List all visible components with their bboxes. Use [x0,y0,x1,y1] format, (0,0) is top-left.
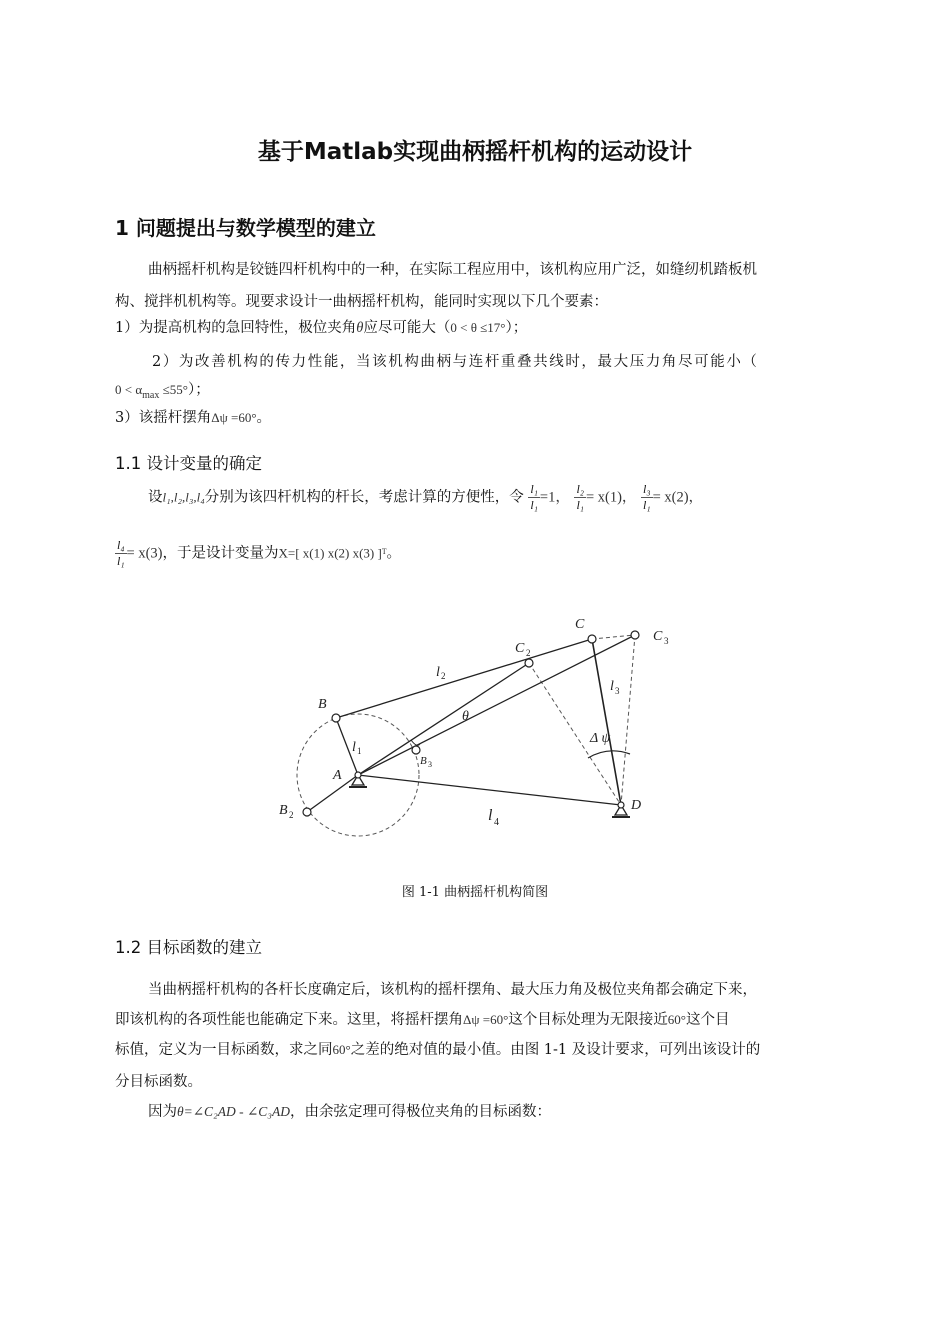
figure-caption: 图 1-1 曲柄摇杆机构简图 [401,885,549,900]
label-delta-psi: Δ ψ [590,731,611,746]
joint-b [332,714,340,722]
label-c: C [575,617,585,632]
para1-line2: 构、搅拌机机构等。现要求设计一曲柄摇杆机构，能同时实现以下几个要素： [115,294,608,310]
section-1-heading: 1 问题提出与数学模型的建立 [115,216,376,240]
page-title: 基于Matlab实现曲柄摇杆机构的运动设计 [257,139,693,165]
link-l4 [358,775,621,805]
label-a: A [333,768,342,783]
requirement-1: 1）为提高机构的急回特性，极位夹角θ应尽可能大（0 < θ ≤17°）； [115,320,528,336]
objective-line1: 当曲柄摇杆机构的各杆长度确定后，该机构的摇杆摆角、最大压力角及极位夹角都会确定下来， [148,982,757,998]
label-l3-sub: 3 [615,686,620,696]
label-b2: B [279,803,288,818]
fraction-1: $\frac{\text{l₁}}{\text{l₁}}$ [530,482,538,512]
label-c2-sub: 2 [526,648,531,658]
requirement-3: 3）该摇杆摆角Δψ =60°。 [115,410,272,426]
label-b3: B [420,755,427,767]
label-c2: C [515,641,525,656]
requirement-2-line1: 2）为改善机构的传力性能，当该机构曲柄与连杆重叠共线时，最大压力角尽可能小（ [152,354,759,370]
crank-rocker-diagram [270,608,690,848]
joint-b2 [303,808,311,816]
label-l4-sub: 4 [494,817,499,828]
label-l4: l [488,807,493,824]
label-c3-sub: 3 [664,636,669,646]
label-l1: l [352,740,356,755]
label-d: D [631,798,642,813]
design-variables-line2: $\frac{\text{l₄}}{\text{l₁}}$ = x(3)，于是设计变量为X=[ x(1) x(2) x(3) ]ᵀ。 [117,538,402,568]
joint-c2 [525,659,533,667]
fraction-4: $\frac{\text{l₄}}{\text{l₁}}$ [117,538,125,568]
joint-c3 [631,631,639,639]
label-l1-sub: 1 [357,746,362,756]
label-c3: C [653,629,663,644]
label-l2-sub: 2 [441,671,446,681]
fraction-2: $\frac{\text{l₂}}{\text{l₁}}$ [576,482,584,512]
label-b3-sub: 3 [428,760,432,769]
label-b: B [318,697,327,712]
objective-line5: 因为θ=∠C₂AD - ∠C₃AD，由余弦定理可得极位夹角的目标函数： [148,1104,551,1120]
joint-c [588,635,596,643]
para1-line1: 曲柄摇杆机构是铰链四杆机构中的一种，在实际工程应用中，该机构应用广泛，如缝纫机踏板机 [148,262,757,278]
design-variables-line1: 设l₁,l₂,l₃,l₄分别为该四杆机构的杆长，考虑计算的方便性，令 $\frac{\text{l₁}}{\text{l₁}}$ =1， $\frac{\text{l₂}}{\text{l₁}}$ = x(1)， $\frac{\text{l₃}}{\text{l₁}}$ = x(2)， [148,482,704,512]
label-l2: l [436,665,440,680]
link-l3 [592,639,621,805]
requirement-2-line2: $0 < \alpha_{max} \le 55^\circ$）； [115,382,210,401]
label-l3: l [610,679,614,694]
psi-arc [588,751,630,758]
objective-line4: 分目标函数。 [115,1074,202,1090]
objective-line2: 即该机构的各项性能也能确定下来。这里，将摇杆摆角Δψ =60°这个目标处理为无限接近60°这个目 [115,1012,730,1028]
line-a-c3 [358,635,635,775]
dashed-c3-d [621,635,635,805]
section-1-2-heading: 1.2 目标函数的建立 [115,938,262,957]
fraction-3: $\frac{\text{l₃}}{\text{l₁}}$ [643,482,651,512]
label-theta: θ [462,709,469,724]
section-1-1-heading: 1.1 设计变量的确定 [115,454,262,473]
joint-b3 [412,746,420,754]
label-b2-sub: 2 [289,810,294,820]
objective-line3: 标值，定义为一目标函数，求之同60°之差的绝对值的最小值。由图 1-1 及设计要求，可列出该设计的 [115,1042,761,1058]
